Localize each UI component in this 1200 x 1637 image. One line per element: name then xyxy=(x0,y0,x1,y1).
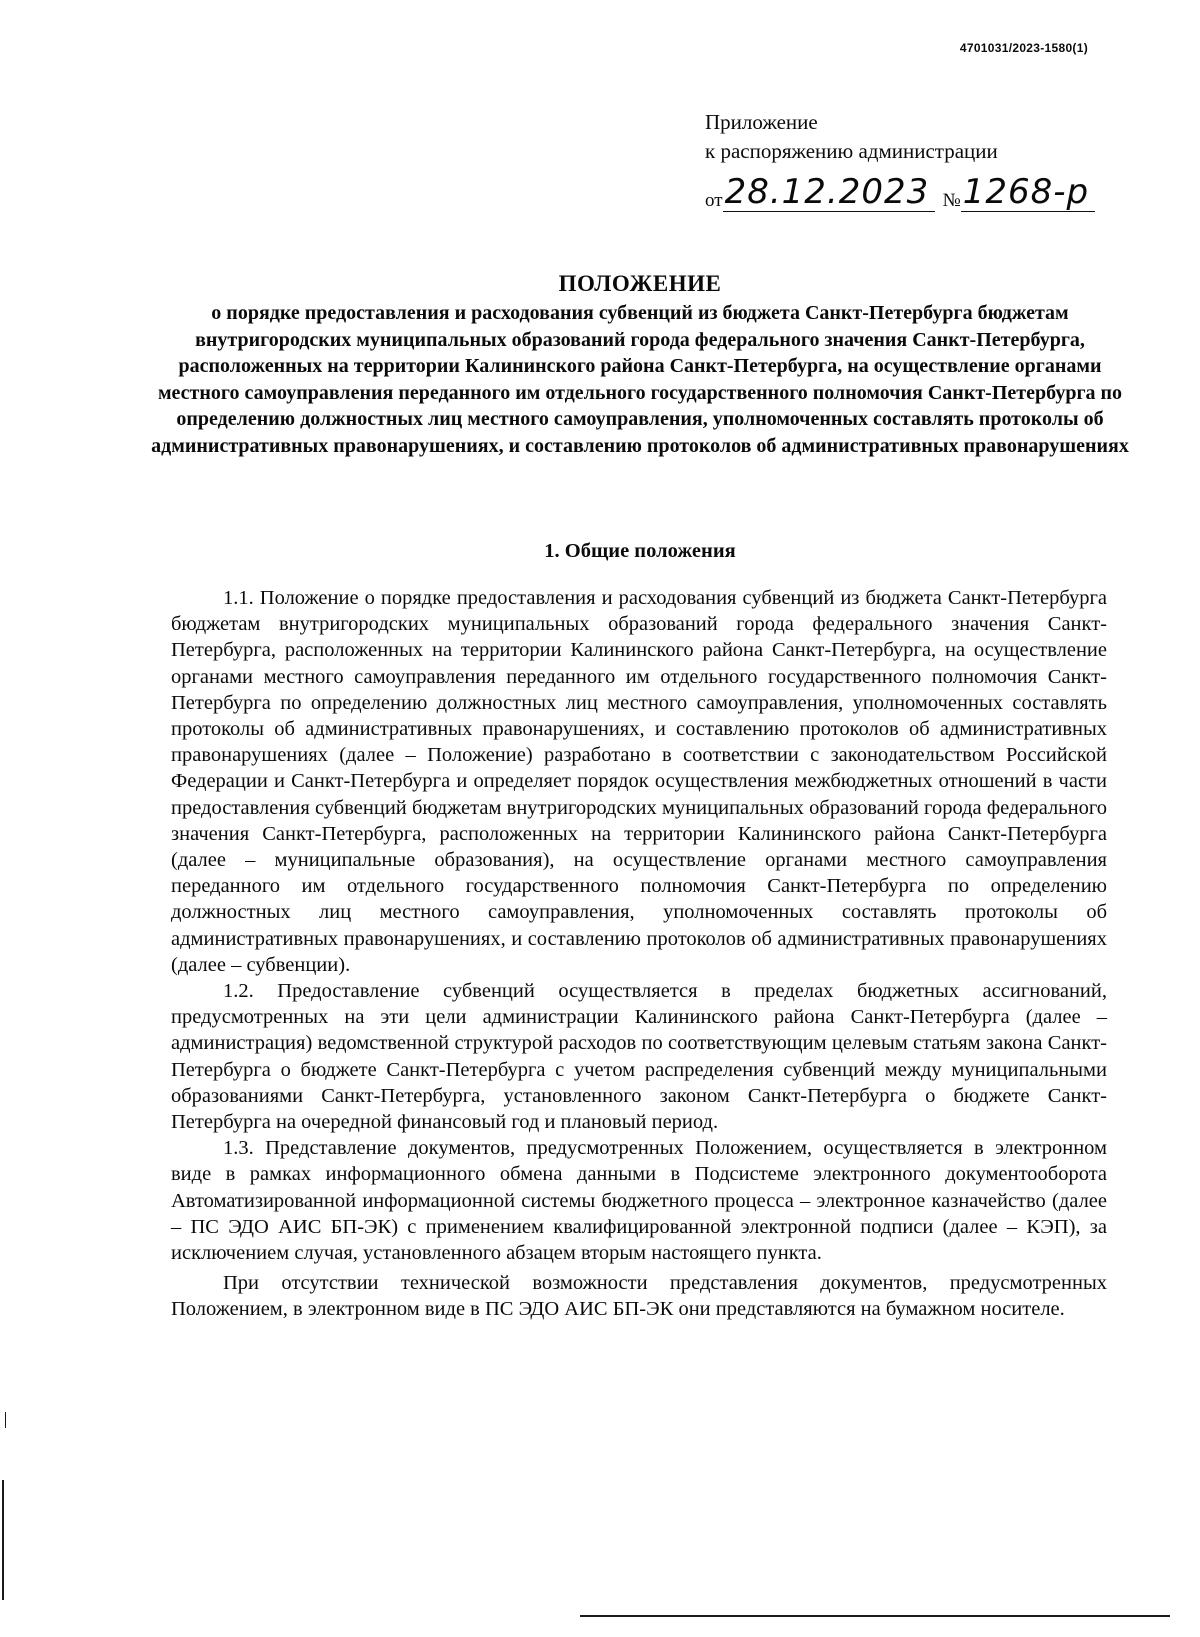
appendix-reference: к распоряжению администрации xyxy=(705,139,998,163)
handwritten-date: 28.12.2023 xyxy=(724,172,930,212)
number-prefix: № xyxy=(942,190,961,211)
paragraph-1-3-second: При отсутствии технической возможности представления документов, предусмотренных Положением, в электронном виде в ПС ЭДО АИС БП-ЭК они представляются на бумажном носителе. xyxy=(171,1272,1107,1321)
document-title-block xyxy=(150,270,1130,459)
handwritten-number: 1268-р xyxy=(962,172,1090,212)
paragraph-1-1: 1.1. Положение о порядке предоставления и расходования субвенций из бюджета Санкт-Петербурга бюджетам внутригородских муниципальных образований города федерального значения Санкт-Петербурга, расположенных на территории Калининского района Санкт-Петербурга, на осуществление органами местного самоуправления переданного им отдельного государственного полномочия Санкт-Петербурга по определению должностных лиц местного самоуправления, уполномоченных составлять протоколы об административных правонарушениях, и составлению протоколов об административных правонарушениях (далее – Положение) разработано в соответствии с законодательством Российской Федерации и Санкт-Петербурга и определяет порядок осуществления межбюджетных отношений в части предоставления субвенций бюджетам внутригородских муниципальных образований города федерального значения Санкт-Петербурга, расположенных на территории Калининского района Санкт-Петербурга (далее – муниципальные образования), на осуществление органами местного самоуправления переданного им отдельного государственного полномочия Санкт-Петербурга по определению должностных лиц местного самоуправления, уполномоченных составлять протоколы об административных правонарушениях, и составлению протоколов об административных правонарушениях (далее – субвенции). xyxy=(171,587,1107,976)
order-date-number-line xyxy=(705,170,1095,214)
appendix-label: Приложение xyxy=(705,110,818,134)
document-subtitle: о порядке предоставления и расходования субвенций из бюджета Санкт-Петербурга бюджетам внутригородских муниципальных образований города федерального значения Санкт-Петербурга, расположенных на территории Калининского района Санкт-Петербурга, на осуществление органами местного самоуправления переданного им отдельного государственного полномочия Санкт-Петербурга по определению должностных лиц местного самоуправления, уполномоченных составлять протоколы об административных правонарушениях, и составлению протоколов об административных правонарушениях xyxy=(151,302,1129,457)
scan-edge-mark xyxy=(2,1480,4,1600)
section-body xyxy=(171,585,1107,1323)
scan-edge-mark xyxy=(5,1412,6,1428)
date-prefix: от xyxy=(705,190,723,211)
section-heading: 1. Общие положения xyxy=(544,540,736,562)
date-field xyxy=(723,172,935,212)
paragraph-1-3: 1.3. Представление документов, предусмотренных Положением, осуществляется в электронном виде в рамках информационного обмена данными в Подсистеме электронного документооборота Автоматизированной информационной системы бюджетного процесса – электронное казначейство (далее – ПС ЭДО АИС БП-ЭК) с применением квалифицированной электронной подписи (далее – КЭП), за исключением случая, установленного абзацем вторым настоящего пункта. xyxy=(171,1137,1107,1265)
document-title: ПОЛОЖЕНИЕ xyxy=(558,271,722,296)
appendix-header xyxy=(705,108,1095,214)
number-field xyxy=(961,172,1095,212)
paragraph-1-2: 1.2. Предоставление субвенций осуществляется в пределах бюджетных ассигнований, предусмотренных на эти цели администрации Калининского района Санкт-Петербурга (далее – администрация) ведомственной структурой расходов по соответствующим целевым статьям закона Санкт-Петербурга о бюджете Санкт-Петербурга с учетом распределения субвенций между муниципальными образованиями Санкт-Петербурга, установленного законом Санкт-Петербурга о бюджете Санкт-Петербурга на очередной финансовый год и плановый период. xyxy=(171,980,1107,1134)
scan-bottom-line xyxy=(580,1615,1170,1617)
document-registration-code: 4701031/2023-1580(1) xyxy=(959,41,1088,55)
